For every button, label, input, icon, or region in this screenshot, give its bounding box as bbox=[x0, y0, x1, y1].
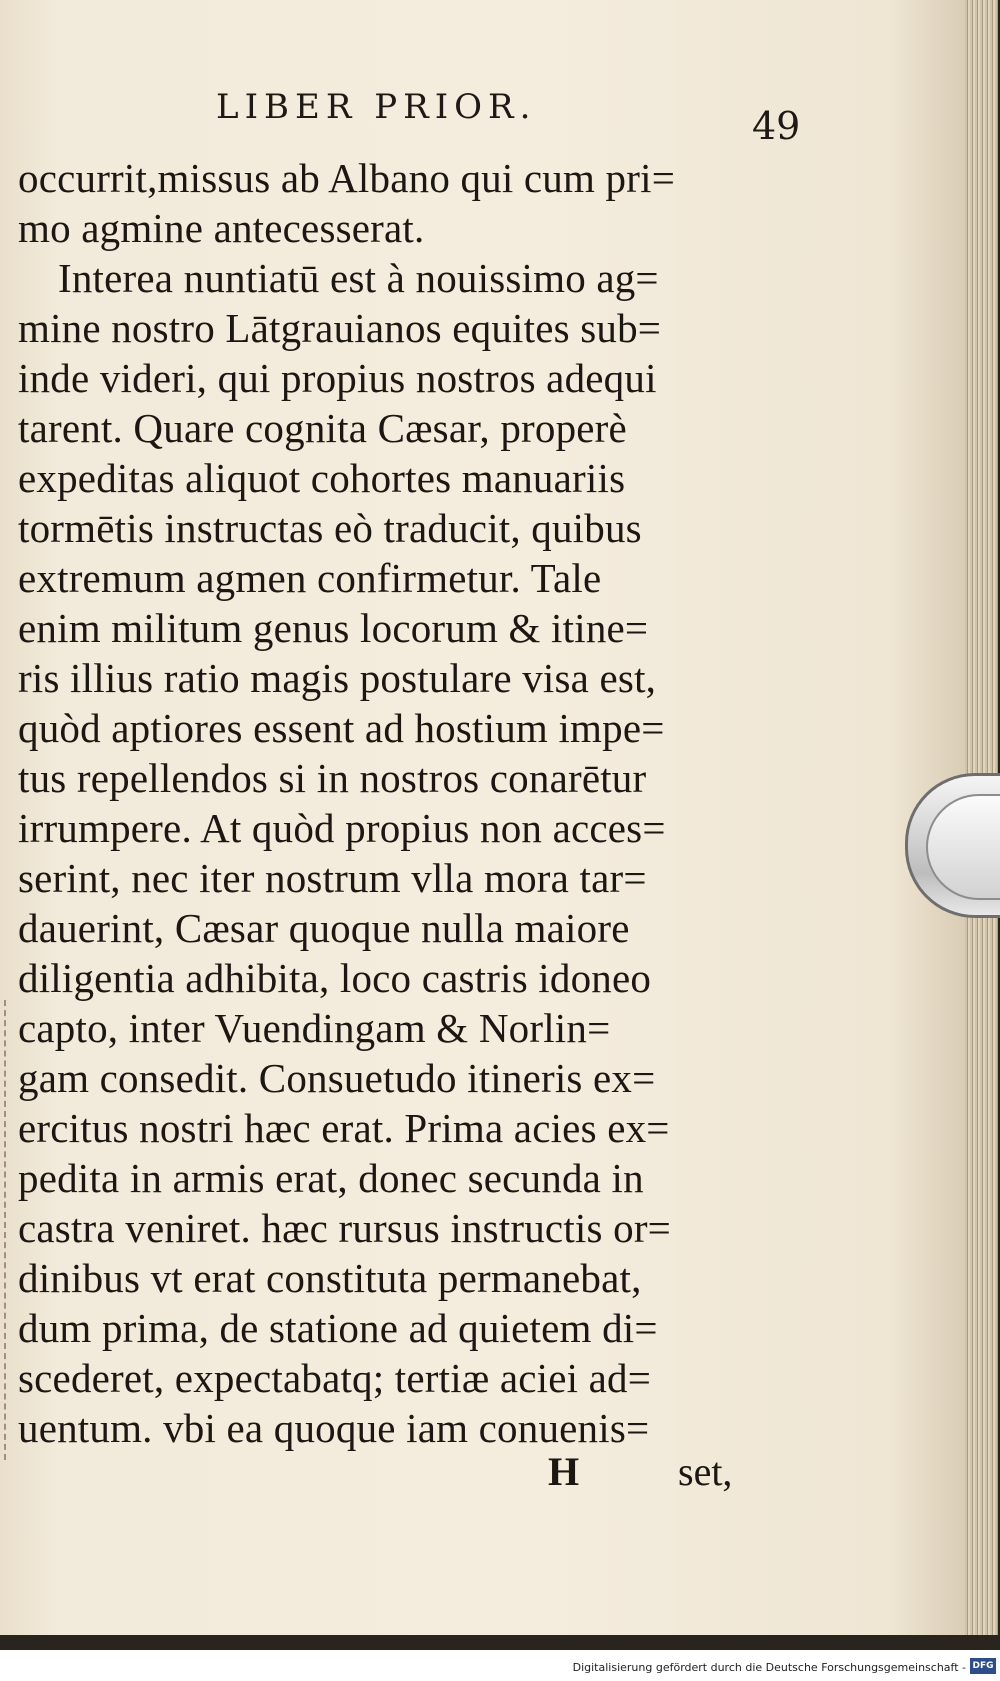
text-line: dinibus vt erat constituta permanebat, bbox=[18, 1255, 642, 1301]
digitization-credit: Digitalisierung gefördert durch die Deutsche Forschungsgemeinschaft - bbox=[572, 1661, 966, 1674]
text-line: inde videri, qui propius nostros adequi bbox=[18, 355, 657, 401]
text-line: ris illius ratio magis postulare visa est, bbox=[18, 655, 657, 701]
text-line: serint, nec iter nostrum vlla mora tar= bbox=[18, 855, 647, 901]
text-block bbox=[18, 153, 738, 1453]
text-line: mo agmine antecesserat. bbox=[18, 205, 425, 251]
text-line: Interea nuntiatū est à nouissimo ag= bbox=[58, 255, 659, 301]
text-line: gam consedit. Consuetudo itineris ex= bbox=[18, 1055, 656, 1101]
text-line: occurrit,missus ab Albano qui cum pri= bbox=[18, 155, 676, 201]
text-line: capto, inter Vuendingam & Norlin= bbox=[18, 1005, 611, 1051]
catchword: set, bbox=[678, 1449, 733, 1494]
text-line: quòd aptiores essent ad hostium impe= bbox=[18, 705, 665, 751]
signature-mark: H bbox=[548, 1449, 580, 1494]
paper-clip-inner bbox=[926, 794, 1000, 900]
text-line: expeditas aliquot cohortes manuariis bbox=[18, 455, 626, 501]
text-line: pedita in armis erat, donec secunda in bbox=[18, 1155, 644, 1201]
text-line: tormētis instructas eò traducit, quibus bbox=[18, 505, 642, 551]
running-head: LIBER PRIOR. bbox=[216, 87, 537, 127]
footer-catchwords bbox=[0, 1448, 760, 1498]
text-line: enim militum genus locorum & itine= bbox=[18, 605, 649, 651]
dfg-logo-icon: DFG bbox=[970, 1658, 996, 1674]
text-line: castra veniret. hæc rursus instructis or= bbox=[18, 1205, 671, 1251]
text-line: ercitus nostri hæc erat. Prima acies ex= bbox=[18, 1105, 670, 1151]
folio-number: 49 bbox=[752, 104, 801, 148]
text-line: irrumpere. At quòd propius non acces= bbox=[18, 805, 666, 851]
text-line: mine nostro Lātgrauianos equites sub= bbox=[18, 305, 662, 351]
text-line: dum prima, de statione ad quietem di= bbox=[18, 1305, 658, 1351]
text-line: diligentia adhibita, loco castris idoneo bbox=[18, 955, 652, 1001]
text-line: tus repellendos si in nostros conarētur bbox=[18, 755, 647, 801]
text-line: extremum agmen confirmetur. Tale bbox=[18, 555, 602, 601]
text-line: scederet, expectabatq; tertiæ aciei ad= bbox=[18, 1355, 652, 1401]
text-line: dauerint, Cæsar quoque nulla maiore bbox=[18, 905, 630, 951]
text-line: tarent. Quare cognita Cæsar, properè bbox=[18, 405, 627, 451]
text-line: uentum. vbi ea quoque iam conuenis= bbox=[18, 1405, 650, 1451]
